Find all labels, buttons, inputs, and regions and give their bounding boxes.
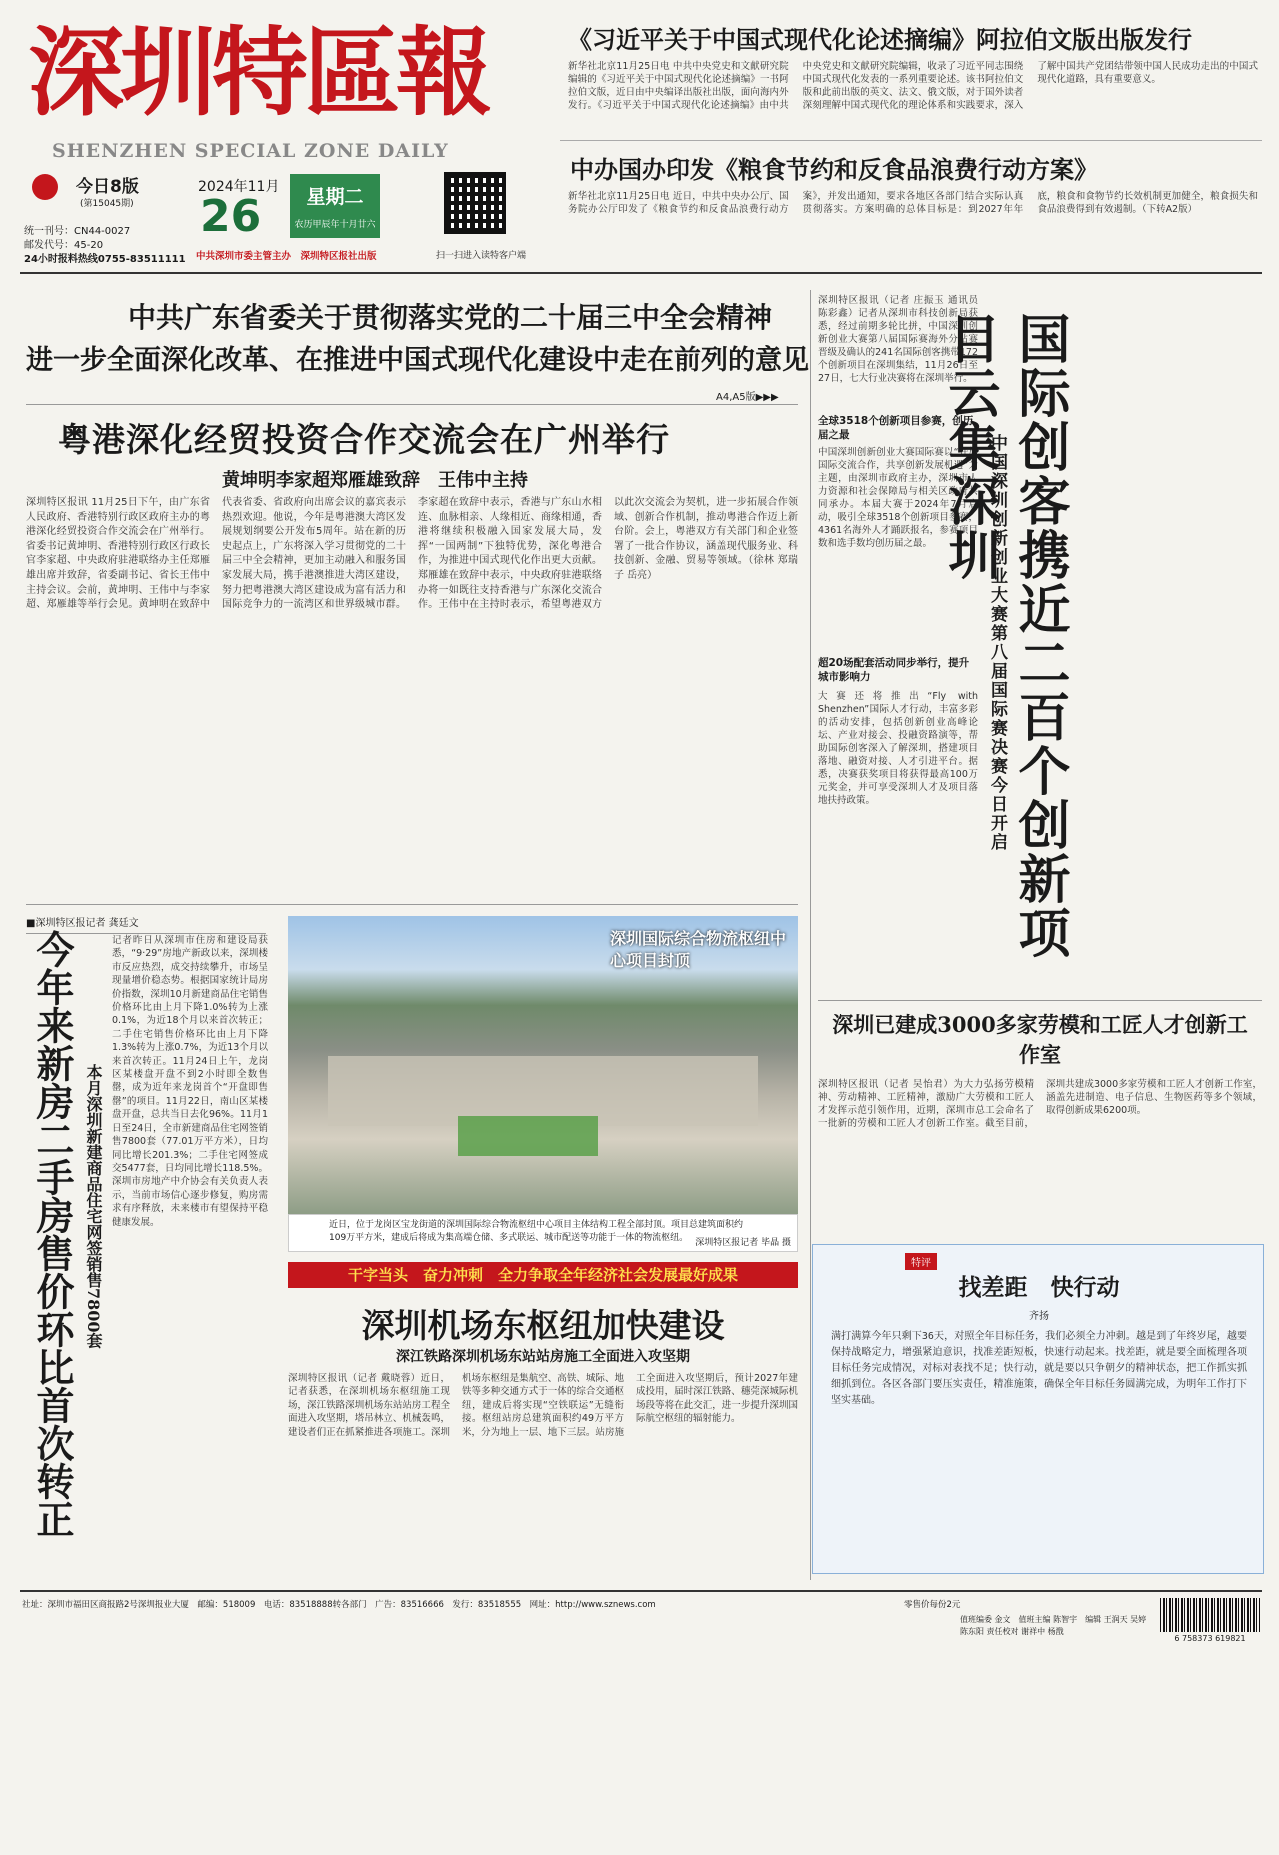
commentary-body: 满打满算今年只剩下36天，对照全年目标任务，我们必须全力冲刺。越是到了年终岁尾，越要保持战略定力，增强紧迫意识，找准差距短板，快速行动起来。找差距，就是要全面梳理各项目标任务完成情况，对标对表找不足；快行动，就是要以只争朝夕的精神状态，把工作抓实抓细抓到位。各区各部门要压实责任，精准施策，确保全年目标任务圆满完成，为明年工作打下坚实基础。 — [831, 1331, 1247, 1406]
airport-headline[interactable]: 深圳机场东枢纽加快建设 — [361, 1306, 725, 1345]
masthead-english: SHENZHEN SPECIAL ZONE DAILY — [52, 140, 449, 162]
commentary-tag: 特评 — [905, 1253, 937, 1270]
innovation-vertical-title[interactable]: 国际创客携近二百个创新项目云集深圳 — [939, 312, 1070, 960]
story-food-saving-body: 新华社北京11月25日电 近日，中共中央办公厅、国务院办公厅印发了《粮食节约和反食品浪费行动方案》，并发出通知，要求各地区各部门结合实际认真贯彻落实。方案明确的总体目标是：到2027年年底，粮食和食物节约长效机制更加健全，粮食损失和食品浪费得到有效遏制。（下转A2版） — [568, 191, 1258, 215]
campaign-banner — [288, 1262, 798, 1288]
photo-caption-box — [288, 1214, 798, 1252]
lead-jump[interactable]: A4,A5版▶▶▶ — [716, 392, 779, 403]
date-day: 26 — [200, 191, 262, 242]
barcode — [1160, 1598, 1260, 1632]
main-subhead: 黄坤明李家超郑雁雄致辞 王伟中主持 — [222, 470, 528, 491]
innovation-vertical-deck: 中国深圳创新创业大赛第八届国际赛决赛今日开启 — [987, 434, 1007, 852]
date-year-month: 2024年11月 — [198, 179, 280, 195]
lead-headline-line1[interactable]: 中共广东省委关于贯彻落实党的二十届三中全会精神 — [127, 301, 772, 334]
innovation-subhead-2: 超20场配套活动同步举行，提升城市影响力 — [818, 657, 970, 683]
post-code: 邮发代号：45-20 — [24, 240, 104, 251]
commentary-title[interactable]: 找差距 快行动 — [958, 1274, 1120, 1301]
main-headline[interactable]: 粤港深化经贸投资合作交流会在广州举行 — [58, 420, 670, 459]
qr-caption: 扫一扫进入读特客户端 — [436, 251, 527, 261]
photo-caption-title: 深圳国际综合物流枢纽中心项目封顶 — [610, 929, 787, 970]
airport-subhead: 深江铁路深圳机场东站站房施工全面进入攻坚期 — [396, 1349, 690, 1365]
headline-food-saving[interactable]: 中办国办印发《粮食节约和反食品浪费行动方案》 — [570, 155, 1098, 184]
innovation-story-body-b: 中国深圳创新创业大赛国际赛以“开放国际交流合作，共享创新发展机遇”为主题，由深圳市政府主办，深圳市人力资源和社会保障局与相关区政府共同承办。本届大赛于2024年7月启动，吸引全球3518个创新项目参赛，4361名海外人才踊跃报名，参赛项目数和选手数均创历届之最。 — [818, 447, 978, 549]
model-workers-headline[interactable]: 深圳已建成3000多家劳模和工匠人才创新工作室 — [832, 1012, 1248, 1067]
left-story-reporter: ■深圳特区报记者 龚廷文 — [26, 914, 266, 934]
sponsor-line: 中共深圳市委主管主办 深圳特区报社出版 — [196, 251, 377, 262]
commentary-box — [812, 1244, 1264, 1574]
photo-credit: 深圳特区报记者 毕晶 摄 — [695, 1238, 791, 1248]
photo-caption: 近日，位于龙岗区宝龙街道的深圳国际综合物流枢纽中心项目主体结构工程全部封顶。项目总建筑面积约109万平方米，建成后将成为集高端仓储、多式联运、城市配送等功能于一体的物流枢纽。 — [329, 1220, 744, 1243]
footer-editors: 值班编委 金文 值班主编 陈智宇 编辑 王润天 吴婷 陈东阳 责任校对 谢祥中 杨戬 — [960, 1615, 1147, 1636]
lead-headline-line2[interactable]: 进一步全面深化改革、在推进中国式现代化建设中走在前列的意见 — [26, 345, 809, 376]
headline-arabic-edition[interactable]: 《习近平关于中国式现代化论述摘编》阿拉伯文版出版发行 — [568, 25, 1192, 54]
issue-number: (第15045期) — [80, 199, 134, 209]
cn-code: 统一刊号：CN44-0027 — [24, 226, 131, 237]
main-story-body: 深圳特区报讯 11月25日下午，由广东省人民政府、香港特别行政区政府主办的粤港深化经贸投资合作交流会在广州举行。省委书记黄坤明、香港特别行政区行政长官李家超、中央政府驻港联络办主任郑雁雄出席并致辞，省委副书记、省长王伟中主持会议。会前，黄坤明、王伟中与李家超、郑雁雄等举行会见。黄坤明在致辞中代表省委、省政府向出席会议的嘉宾表示热烈欢迎。他说，今年是粤港澳大湾区发展规划纲要公开发布5周年。站在新的历史起点上，广东将深入学习贯彻党的二十届三中全会精神，更加主动融入和服务国家发展大局，携手港澳推进大湾区建设，努力把粤港澳大湾区建设成为富有活力和国际竞争力的一流湾区和世界级城市群。李家超在致辞中表示，香港与广东山水相连、血脉相亲、人缘相近、商缘相通，香港将继续积极融入国家发展大局，发挥“一国两制”下独特优势，深化粤港合作，为推进中国式现代化作出更大贡献。郑雁雄在致辞中表示，中央政府驻港联络办将一如既往支持香港与广东深化交流合作。王伟中在主持时表示，希望粤港双方以此次交流会为契机，进一步拓展合作领域、创新合作机制，推动粤港合作迈上新台阶。会上，粤港双方有关部门和企业签署了一批合作协议，涵盖现代服务业、科技创新、金融、贸易等领域。（徐林 郑瑞子 岳亮） — [26, 497, 798, 611]
innovation-subhead-1: 全球3518个创新项目参赛，创历届之最 — [818, 415, 974, 441]
left-story-body: 记者昨日从深圳市住房和建设局获悉，“9·29”房地产新政以来，深圳楼市反应热烈，成交持续攀升，市场呈现量增价稳态势。根据国家统计局房价指数，深圳10月新建商品住宅销售价格环比由上月下降1.0%转为上涨0.1%，为近18个月以来首次转正；二手住宅销售价格环比由上月下降1.3%转为上涨0.7%，为近13个月以来首次转正。11月24日上午，龙岗区某楼盘开盘不到2小时即全数售罄，成为近年来龙岗首个“开盘即售罄”的项目。11月22日，南山区某楼盘开盘，总共当日去化96%。11月1日至24日，全市新建商品住宅网签销售7800套（77.01万平方米），日均同比增长201.3%；二手住宅网签成交5477套，日均同比增长118.5%。深圳市房地产中介协会有关负责人表示，当前市场信心逐步修复，购房需求有序释放，未来楼市有望保持平稳健康发展。 — [112, 935, 268, 1228]
left-story-vertical-title[interactable]: 今年来新房二手房售价环比首次转正 — [30, 930, 75, 1538]
model-workers-body: 深圳特区报讯（记者 吴怡君）为大力弘扬劳模精神、劳动精神、工匠精神，激励广大劳模和工匠人才发挥示范引领作用，近期，深圳市总工会命名了一批新的劳模和工匠人才创新工作室。截至目前，深圳共建成3000多家劳模和工匠人才创新工作室，涵盖先进制造、电子信息、生物医药等多个领域，取得创新成果6200项。 — [818, 1079, 1262, 1129]
footer-address: 社址：深圳市福田区商报路2号深圳报业大厦 邮编：518009 电话：83518888转各部门 广告：83516666 发行：83518555 网址：http://www.sznews.com — [22, 1600, 656, 1610]
today-pages: 今日8版 — [76, 177, 139, 197]
hotline: 24小时报料热线0755-83511111 — [24, 254, 186, 265]
innovation-story-body-c: 大赛还将推出“Fly with Shenzhen”国际人才行动，丰富多彩的活动安排，包括创新创业高峰论坛、产业对接会、投融资路演等，帮助国际创客深入了解深圳，搭建项目落地、融资对接、人才引进平台。据悉，决赛获奖项目将获得最高100万元奖金，并可享受深圳人才及项目落地扶持政策。 — [818, 691, 978, 806]
barcode-number: 6 758373 619821 — [1174, 1634, 1246, 1643]
qr-code[interactable] — [444, 172, 506, 234]
airport-story-body: 深圳特区报讯（记者 戴晓蓉）近日，记者获悉，在深圳机场东枢纽施工现场，深江铁路深圳机场东站站房工程全面进入攻坚期，塔吊林立、机械轰鸣，建设者们正在抓紧推进各项施工。深圳机场东枢纽是集航空、高铁、城际、地铁等多种交通方式于一体的综合交通枢纽，建成后将实现“空铁联运”无缝衔接。枢纽站房总建筑面积约49万平方米，分为地上一层、地下三层。站房施工全面进入攻坚期后，预计2027年建成投用，届时深江铁路、穗莞深城际机场段等将在此交汇，进一步提升深圳国际航空枢纽的辐射能力。 — [288, 1373, 798, 1438]
masthead-title: 深圳特區報 — [28, 16, 488, 129]
lunar-date: 农历甲辰年十月廿六 — [294, 220, 376, 230]
weekday: 星期二 — [306, 186, 364, 208]
innovation-story-lead: 深圳特区报讯（记者 庄振玉 通讯员 陈彩鑫）记者从深圳市科技创新局获悉，经过前期多轮比拼，中国深圳创新创业大赛第八届国际赛海外分站赛晋级及确认的241名国际创客携带172个创新项目在深圳集结，11月26日至27日，七大行业决赛将在深圳举行。 — [818, 295, 978, 384]
masthead-logo-icon — [32, 174, 58, 200]
logistics-hub-photo[interactable] — [288, 916, 798, 1214]
weekday-box — [290, 174, 380, 238]
story-arabic-edition-body: 新华社北京11月25日电 中共中央党史和文献研究院编辑的《习近平关于中国式现代化论述摘编》一书阿拉伯文版，近日由中央编译出版社出版，面向海内外发行。《习近平关于中国式现代化论述摘编》由中共中央党史和文献研究院编辑，收录了习近平同志围绕中国式现代化发表的一系列重要论述。该书阿拉伯文版和此前出版的英文、法文、俄文版，对于国外读者深刻理解中国式现代化的理论体系和实践要求，深入了解中国共产党团结带领中国人民成功走出的中国式现代化道路，具有重要意义。 — [568, 61, 1258, 111]
commentary-author: 齐扬 — [1029, 1311, 1049, 1322]
left-story-vertical-deck: 本月深圳新建商品住宅网签销售7800套 — [84, 1064, 103, 1349]
campaign-banner-text: 干字当头 奋力冲刺 全力争取全年经济社会发展最好成果 — [347, 1266, 738, 1284]
footer-price: 零售价每份2元 — [904, 1600, 961, 1610]
